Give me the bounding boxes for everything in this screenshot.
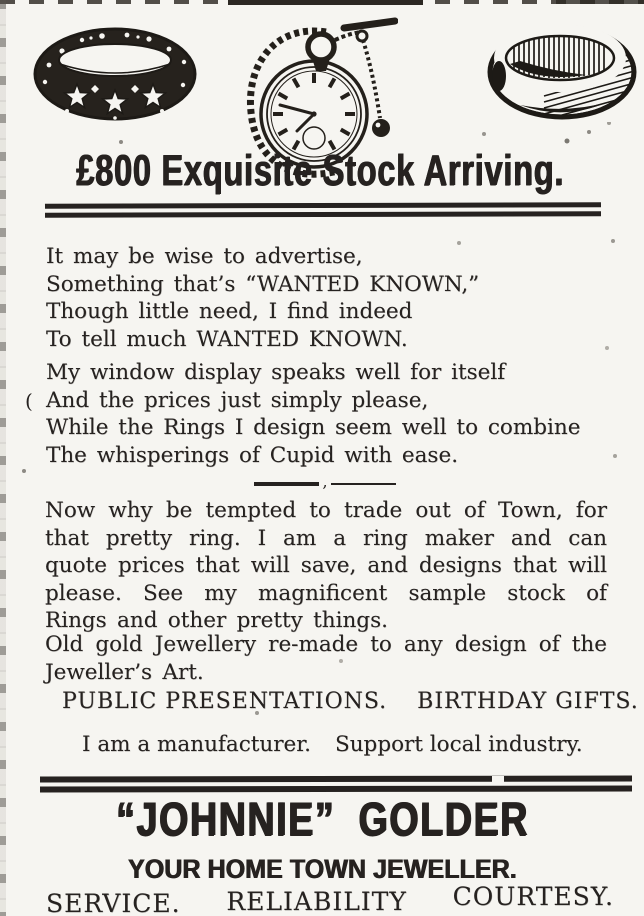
business-name: “JOHNNIE” GOLDER (115, 792, 529, 845)
tagline: YOUR HOME TOWN JEWELLER. (127, 854, 517, 884)
public-presentations-text: PUBLIC PRESENTATIONS. (62, 689, 388, 714)
top-edge-dash-segment (556, 0, 644, 4)
double-rule-top (45, 202, 601, 217)
poem-line: My window display speaks well for itself (46, 360, 506, 385)
poem-line: And the prices just simply please, (46, 387, 429, 413)
poem-line: It may be wise to advertise, (46, 244, 363, 269)
column-left-edge (0, 0, 6, 916)
divider-rule-right (331, 483, 396, 486)
wedding-band-icon (486, 22, 638, 122)
poem-line: The whisperings of Cupid with ease. (46, 442, 459, 468)
birthday-gifts-text: BIRTHDAY GIFTS. (417, 689, 639, 714)
poem-line: Something that’s “WANTED KNOWN,” (46, 271, 480, 297)
poem-line: Though little need, I find indeed (46, 299, 413, 324)
body-paragraph-1: Now why be tempted to trade out of Town, for that pretty ring. I am a ring maker and can quote prices that will save, and designs that will please. See my magnificent sample stock of Rings and other pretty things. (45, 498, 607, 634)
poem-line: To tell much WANTED KNOWN. (46, 326, 408, 352)
stray-print-mark: ( (25, 389, 33, 413)
values-row (46, 882, 614, 916)
divider-mark: , (322, 472, 328, 491)
headline: £800 Exquisite Stock Arriving. (75, 146, 564, 195)
value-courtesy: COURTESY. (452, 882, 614, 911)
manufacturer-line (82, 732, 583, 758)
poem-stanza-1 (46, 243, 479, 353)
engraved-ring-illustration (27, 25, 203, 127)
body-paragraph-2: Old gold Jewellery re-made to any design of the Jeweller’s Art. (45, 632, 607, 685)
double-rule-bottom (40, 775, 632, 792)
rule-print-gap (492, 776, 504, 782)
support-local-text: Support local industry. (334, 732, 583, 757)
divider-rule-left (254, 482, 319, 486)
wedding-band-illustration (486, 22, 638, 126)
engraved-ring-icon (27, 25, 203, 123)
poem-line: While the Rings I design seem well to combine (46, 415, 581, 440)
top-edge-dash-segment (228, 0, 423, 5)
value-reliability: RELIABILITY (226, 887, 407, 916)
ink-speckles (0, 0, 2, 2)
value-service: SERVICE. (46, 889, 181, 916)
poem-stanza-2 (46, 359, 580, 469)
presentations-gifts-line (62, 689, 639, 715)
manufacturer-text: I am a manufacturer. (82, 732, 311, 757)
section-divider (254, 472, 396, 491)
